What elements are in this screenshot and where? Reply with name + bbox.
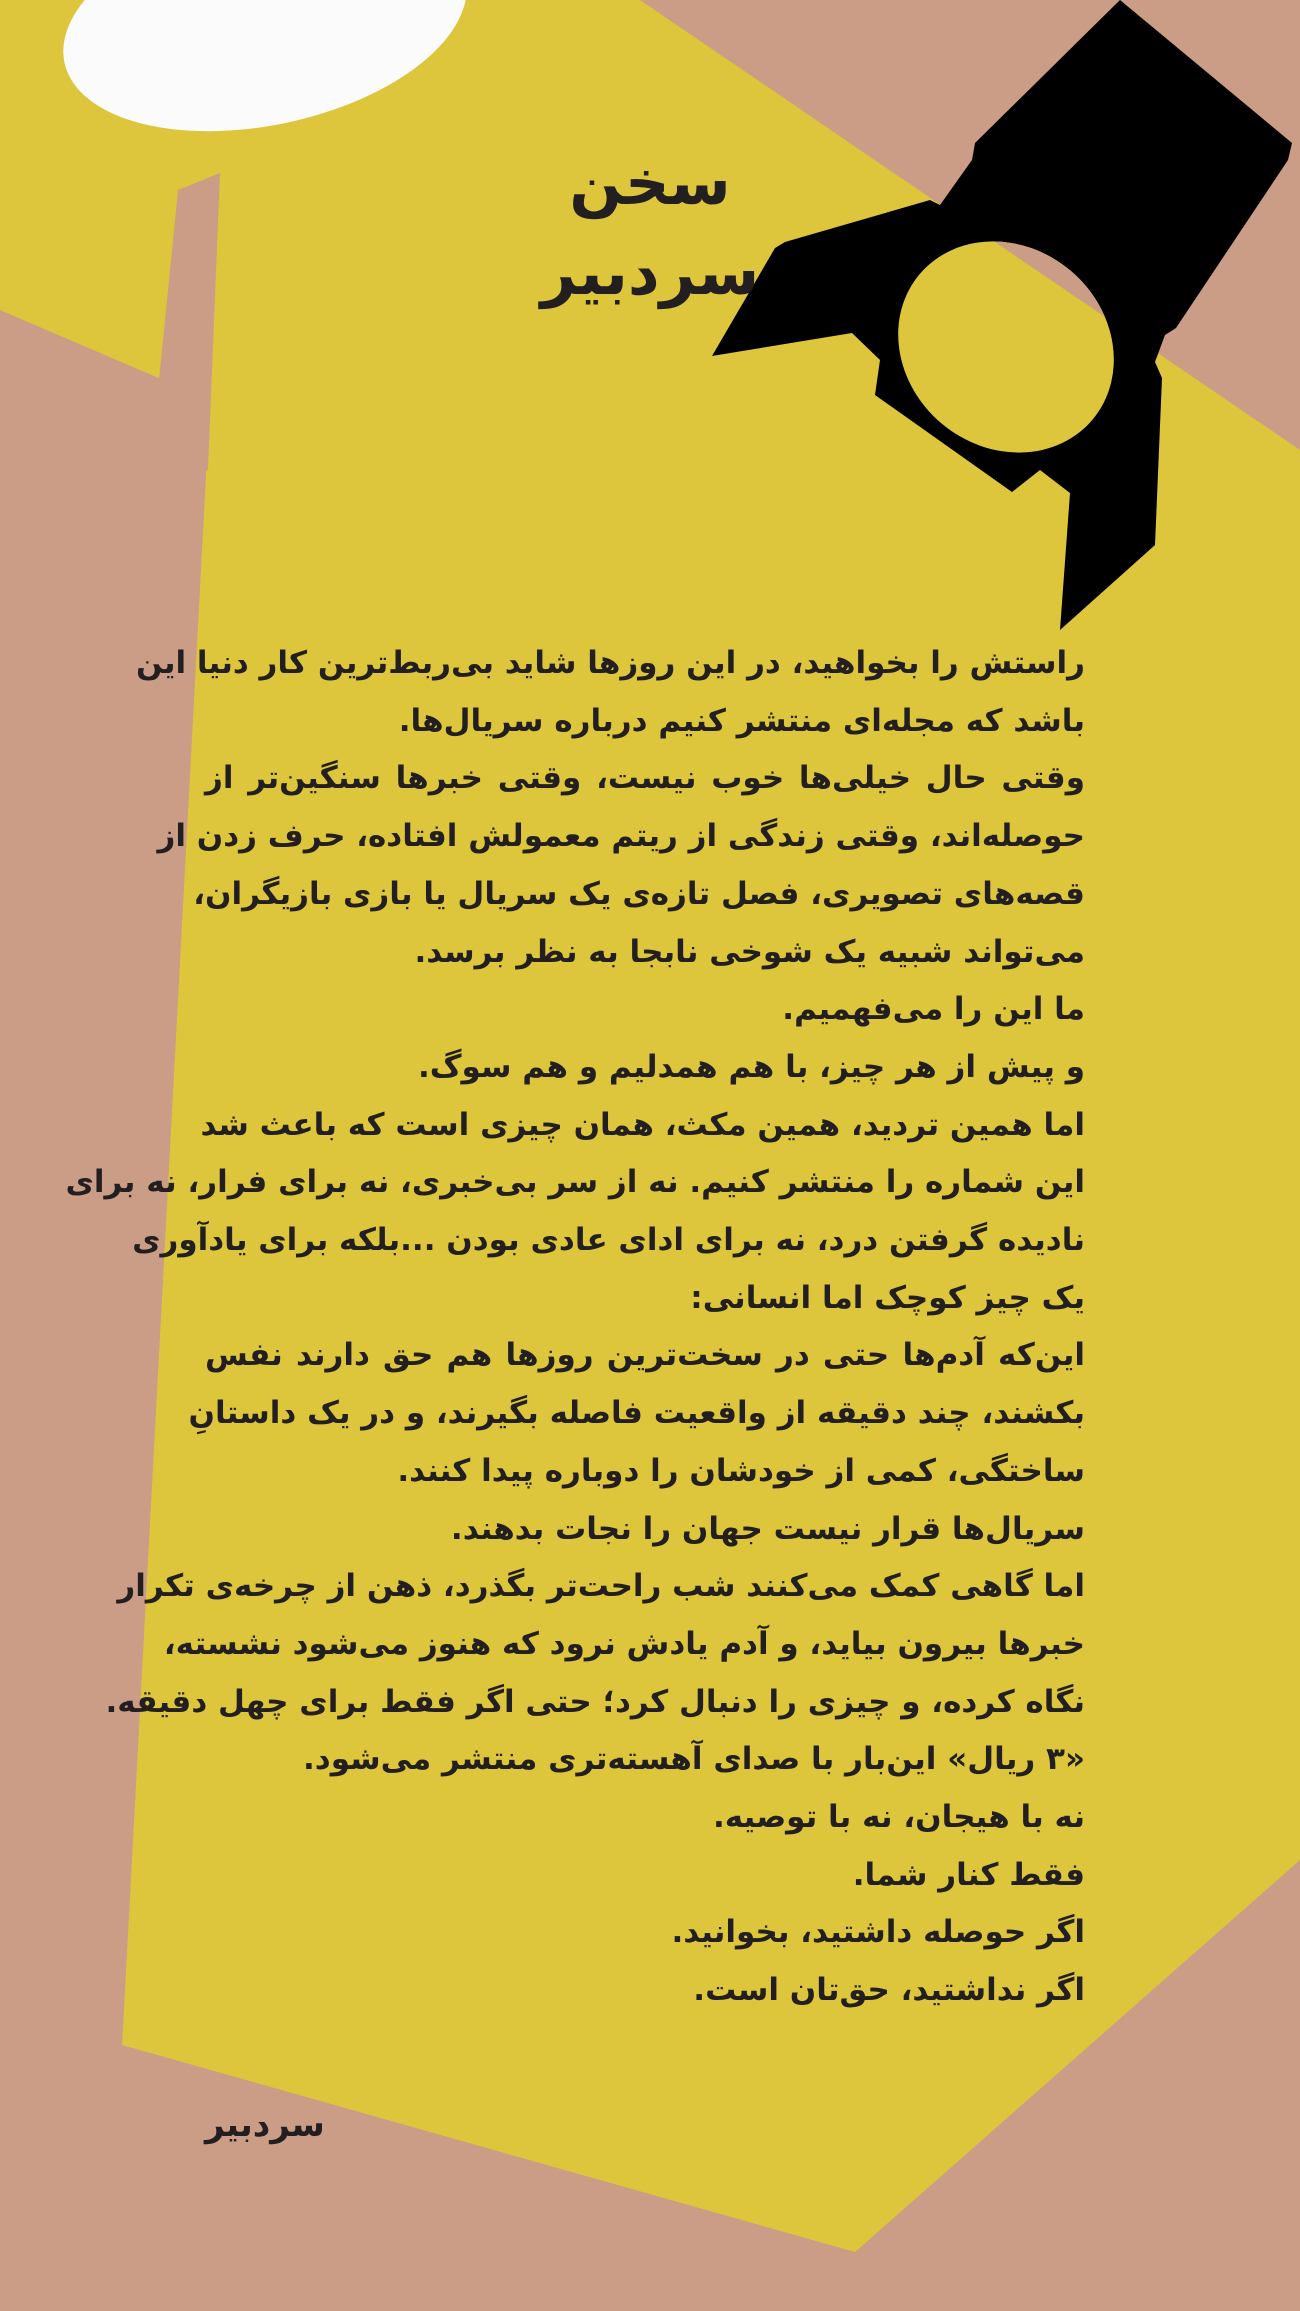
article-line: می‌تواند شبیه یک شوخی نابجا به نظر برسد.: [414, 933, 1085, 970]
article-line: اگر حوصله داشتید، بخوانید.: [671, 1914, 1085, 1951]
article-line: ما این را می‌فهمیم.: [782, 991, 1085, 1028]
article-line: راستش را بخواهید، در این روزها شاید بی‌ربط‌ترین کار دنیا این: [135, 645, 1085, 681]
article-line: ساختگی، کمی از خودشان را دوباره پیدا کنند.: [397, 1452, 1085, 1489]
article-line: حوصله‌اند، وقتی زندگی از ریتم معمولش افتاده، حرف زدن از: [157, 818, 1085, 855]
article-line: خبرها بیرون بیاید، و آدم یادش نرود که هنوز می‌شود نشسته،: [163, 1625, 1085, 1662]
article-line: این‌که آدم‌ها حتی در سخت‌ترین روزها هم حق دارند نفس: [205, 1337, 1085, 1374]
article-line: اگر نداشتید، حق‌تان است.: [693, 1972, 1085, 2009]
page-title: سخن سردبیر: [540, 146, 760, 309]
article-line: نه با هیجان، نه با توصیه.: [712, 1799, 1085, 1836]
article-line: قصه‌های تصویری، فصل تازه‌ی یک سریال یا بازی بازیگران،: [193, 875, 1085, 912]
article-line: نگاه کرده، و چیزی را دنبال کرد؛ حتی اگر فقط برای چهل دقیقه.: [105, 1683, 1085, 1720]
article-line: فقط کنار شما.: [852, 1856, 1085, 1893]
article-line: باشد که مجله‌ای منتشر کنیم درباره سریال‌ها.: [398, 702, 1085, 739]
article-line: اما همین تردید، همین مکث، همان چیزی است که باعث شد: [200, 1106, 1085, 1143]
article-line: وقتی حال خیلی‌ها خوب نیست، وقتی خبرها سنگین‌تر از: [205, 760, 1085, 797]
article-line: و پیش از هر چیز، با هم همدلیم و هم سوگ.: [418, 1048, 1085, 1085]
signature: سردبیر: [205, 2105, 325, 2145]
editorial-body: [65, 635, 1085, 2020]
article-line: «۳ ریال» این‌بار با صدای آهسته‌تری منتشر می‌شود.: [303, 1741, 1085, 1778]
article-line: اما گاهی کمک می‌کنند شب راحت‌تر بگذرد، ذهن از چرخه‌ی تکرار: [117, 1568, 1085, 1605]
article-line: بکشند، چند دقیقه از واقعیت فاصله بگیرند، و در یک داستانِ: [188, 1395, 1085, 1432]
article-line: یک چیز کوچک اما انسانی:: [690, 1279, 1085, 1316]
article-line: نادیده گرفتن درد، نه برای ادای عادی بودن ...بلکه برای یادآوری: [132, 1222, 1085, 1259]
article-line: سریال‌ها قرار نیست جهان را نجات بدهند.: [450, 1510, 1085, 1547]
article-line: این شماره را منتشر کنیم. نه از سر بی‌خبری، نه برای فرار، نه برای: [65, 1164, 1085, 1201]
